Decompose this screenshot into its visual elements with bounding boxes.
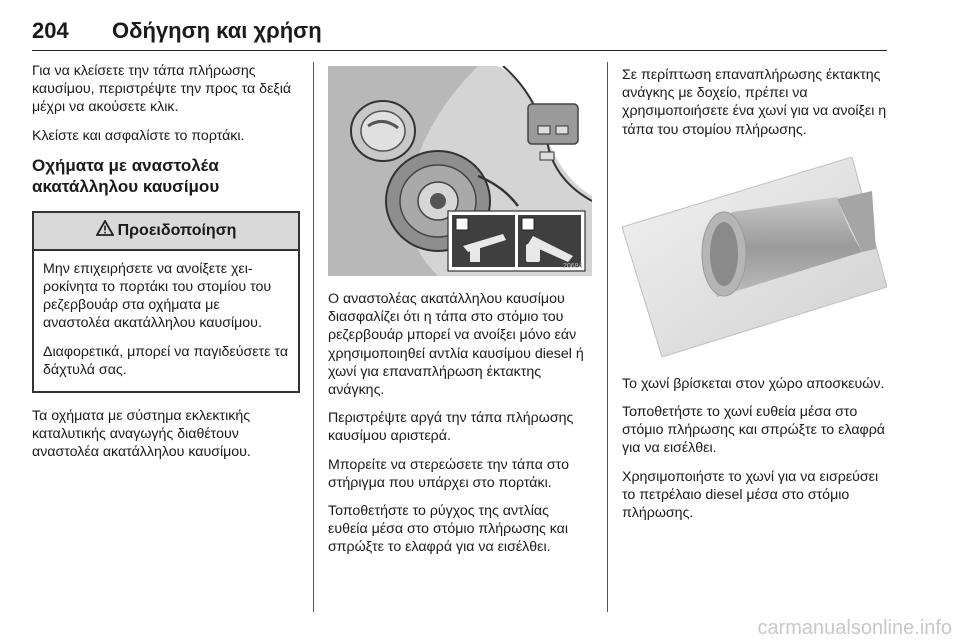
column-right xyxy=(622,66,887,532)
warning-body xyxy=(34,251,298,391)
column-divider-2 xyxy=(607,62,608,612)
paragraph-funnel-location: Το χωνί βρίσκεται στον χώρο αποσκευών. xyxy=(622,375,885,392)
paragraph-close-cap: Για να κλείσετε την τάπα πλήρωσης καυσίμου, περιστρέψτε την προς τα δεξιά μέχρι να ακούσετε κλικ. xyxy=(32,63,292,116)
paragraph-emergency-refill: Σε περίπτωση επαναπλήρωσης έκτακτης ανάγκης με δοχείο, πρέπει να χρησιμοποιήσετε ένα χωνί για να ανοίξει η τάπα του στομίου πλήρωσης. xyxy=(622,67,887,138)
column-middle xyxy=(328,66,592,567)
warning-text-1: Μην επιχειρήσετε να ανοίξετε χειροκίνητα το πορτάκι του στομίου του ρεζερβουάρ στα οχήματα με αναστολέα ακατάλληλου καυσίμου. xyxy=(43,260,272,332)
warning-box xyxy=(32,211,300,393)
section-heading: Οχήματα με αναστολέα ακατάλληλου καυσίμου xyxy=(32,155,220,196)
paragraph-insert-nozzle: Τοποθετήστε το ρύγχος της αντλίας ευθεία μέσα στο στόμιο πλήρωσης και σπρώξτε το ελαφρά για να εισέλθει. xyxy=(328,503,569,556)
page-number: 204 xyxy=(32,18,69,43)
chapter-title: Οδήγηση και χρήση xyxy=(112,18,322,43)
funnel-illustration xyxy=(622,157,887,357)
paragraph-misfuel-inhibitor: Ο αναστολέας ακατάλληλου καυσίμου διασφαλίζει ότι η τάπα στο στόμιο του ρεζερβουάρ μπορεί να ανοίξει μόνο εάν χρησιμοποιηθεί αντλία καυσίμου diesel ή χωνί για επαναπλήρωση έκτακτης ανάγκης. xyxy=(328,291,584,399)
warning-header xyxy=(34,213,298,251)
fuel-filler-illustration xyxy=(328,66,592,276)
paragraph-close-flap: Κλείστε και ασφαλίστε το πορτάκι. xyxy=(32,127,245,144)
column-divider-1 xyxy=(313,62,314,612)
paragraph-use-funnel: Χρησιμοποιήστε το χωνί για να εισρεύσει το πετρέλαιο diesel μέσα στο στόμιο πλήρωσης. xyxy=(622,468,879,522)
warning-title: Προειδοποίηση xyxy=(117,221,237,239)
figure-code: 20684 xyxy=(563,263,583,270)
page-header xyxy=(32,14,887,51)
paragraph-scr-vehicles: Τα οχήματα με σύστημα εκλεκτικής καταλυτικής αναγωγής διαθέτουν αναστολέα ακατάλληλου καυσίμου. xyxy=(32,408,251,461)
warning-text-2: Διαφορετικά, μπορεί να παγιδεύσετε τα δάχτυλά σας. xyxy=(43,343,289,378)
column-left xyxy=(32,62,300,472)
paragraph-cap-holder: Μπορείτε να στερεώσετε την τάπα στο στήριγμα που υπάρχει στο πορτάκι. xyxy=(328,456,569,491)
paragraph-turn-cap: Περιστρέψτε αργά την τάπα πλήρωσης καυσίμου αριστερά. xyxy=(328,410,574,445)
paragraph-insert-funnel: Τοποθετήστε το χωνί ευθεία μέσα στο στόμιο πλήρωσης και σπρώξτε το ελαφρά για να εισέλθει. xyxy=(622,404,886,457)
warning-triangle-icon xyxy=(96,220,114,241)
watermark: carmanualsonline.info xyxy=(757,617,952,639)
